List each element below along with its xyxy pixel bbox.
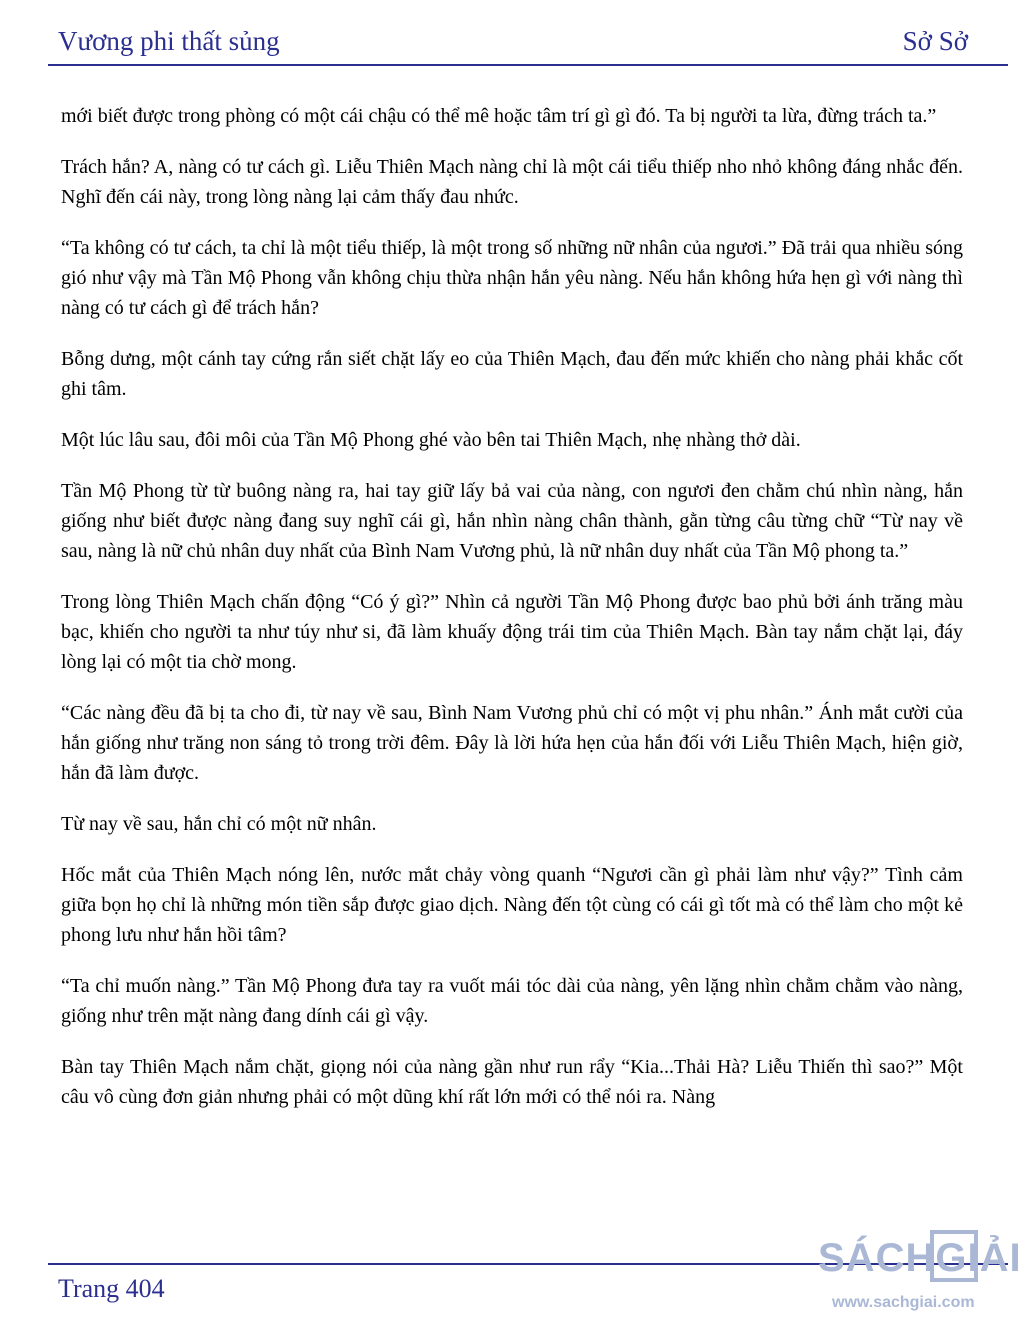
paragraph: “Ta chỉ muốn nàng.” Tần Mộ Phong đưa tay ra vuốt mái tóc dài của nàng, yên lặng nhìn chằm chằm vào nàng, giống như trên mặt nàng đang dính cái gì vậy. <box>61 975 963 1027</box>
paragraph: Bỗng dưng, một cánh tay cứng rắn siết chặt lấy eo của Thiên Mạch, đau đến mức khiến cho nàng phải khắc cốt ghi tâm. <box>61 348 963 400</box>
watermark-logo: SÁCHGIẢI <box>818 1236 1022 1280</box>
page-body <box>61 101 963 1133</box>
paragraph: mới biết được trong phòng có một cái chậu có thể mê hoặc tâm trí gì gì đó. Ta bị người ta lừa, đừng trách ta.” <box>61 105 937 127</box>
paragraph: “Ta không có tư cách, ta chỉ là một tiểu thiếp, là một trong số những nữ nhân của ngươi.” Đã trải qua nhiều sóng gió như vậy mà Tần Mộ Phong vẫn không chịu thừa nhận hắn yêu nàng. Nếu hắn không hứa hẹn gì với nàng thì nàng có tư cách gì để trách hắn? <box>61 237 963 319</box>
paragraph: Một lúc lâu sau, đôi môi của Tần Mộ Phong ghé vào bên tai Thiên Mạch, nhẹ nhàng thở dài. <box>61 429 801 451</box>
paragraph: Tần Mộ Phong từ từ buông nàng ra, hai tay giữ lấy bả vai của nàng, con ngươi đen chằm chú nhìn nàng, hắn giống như biết được nàng đang suy nghĩ cái gì, hắn nhìn nàng chân thành, gằn từng câu từng chữ “Từ nay về sau, nàng là nữ chủ nhân duy nhất của Bình Nam Vương phủ, là nữ nhân duy nhất của Tần Mộ phong ta.” <box>61 480 963 562</box>
paragraph: Bàn tay Thiên Mạch nắm chặt, giọng nói của nàng gần như run rẩy “Kia...Thải Hà? Liễu Thiến thì sao?” Một câu vô cùng đơn giản nhưng phải có một dũng khí rất lớn mới có thể nói ra. Nàng <box>61 1056 963 1108</box>
paragraph: Trong lòng Thiên Mạch chấn động “Có ý gì?” Nhìn cả người Tần Mộ Phong được bao phủ bởi ánh trăng màu bạc, khiến cho người ta như túy như si, đã làm khuấy động trái tim của Thiên Mạch. Bàn tay nắm chặt lại, đáy lòng lại có một tia chờ mong. <box>61 591 963 673</box>
book-author: Sở Sở <box>902 26 968 56</box>
paragraph: “Các nàng đều đã bị ta cho đi, từ nay về sau, Bình Nam Vương phủ chỉ có một vị phu nhân.” Ánh mắt cười của hắn giống như trăng non sáng tỏ trong trời đêm. Đây là lời hứa hẹn của hắn đối với Liễu Thiên Mạch, hiện giờ, hắn đã làm được. <box>61 702 963 784</box>
paragraph: Hốc mắt của Thiên Mạch nóng lên, nước mắt chảy vòng quanh “Ngươi cần gì phải làm như vậy?” Tình cảm giữa bọn họ chỉ là những món tiền sắp được giao dịch. Nàng đến tột cùng có cái gì tốt mà có thể làm cho một kẻ phong lưu như hắn hồi tâm? <box>61 864 963 946</box>
page-number: Trang 404 <box>58 1274 165 1303</box>
watermark <box>818 1230 1022 1320</box>
watermark-url: www.sachgiai.com <box>832 1294 975 1311</box>
header-divider <box>48 64 1008 66</box>
page-header <box>58 26 968 57</box>
paragraph: Từ nay về sau, hắn chỉ có một nữ nhân. <box>61 813 377 835</box>
paragraph: Trách hắn? A, nàng có tư cách gì. Liễu Thiên Mạch nàng chỉ là một cái tiểu thiếp nho nhỏ không đáng nhắc đến. Nghĩ đến cái này, trong lòng nàng lại cảm thấy đau nhức. <box>61 156 963 208</box>
book-title: Vương phi thất sủng <box>58 26 280 56</box>
